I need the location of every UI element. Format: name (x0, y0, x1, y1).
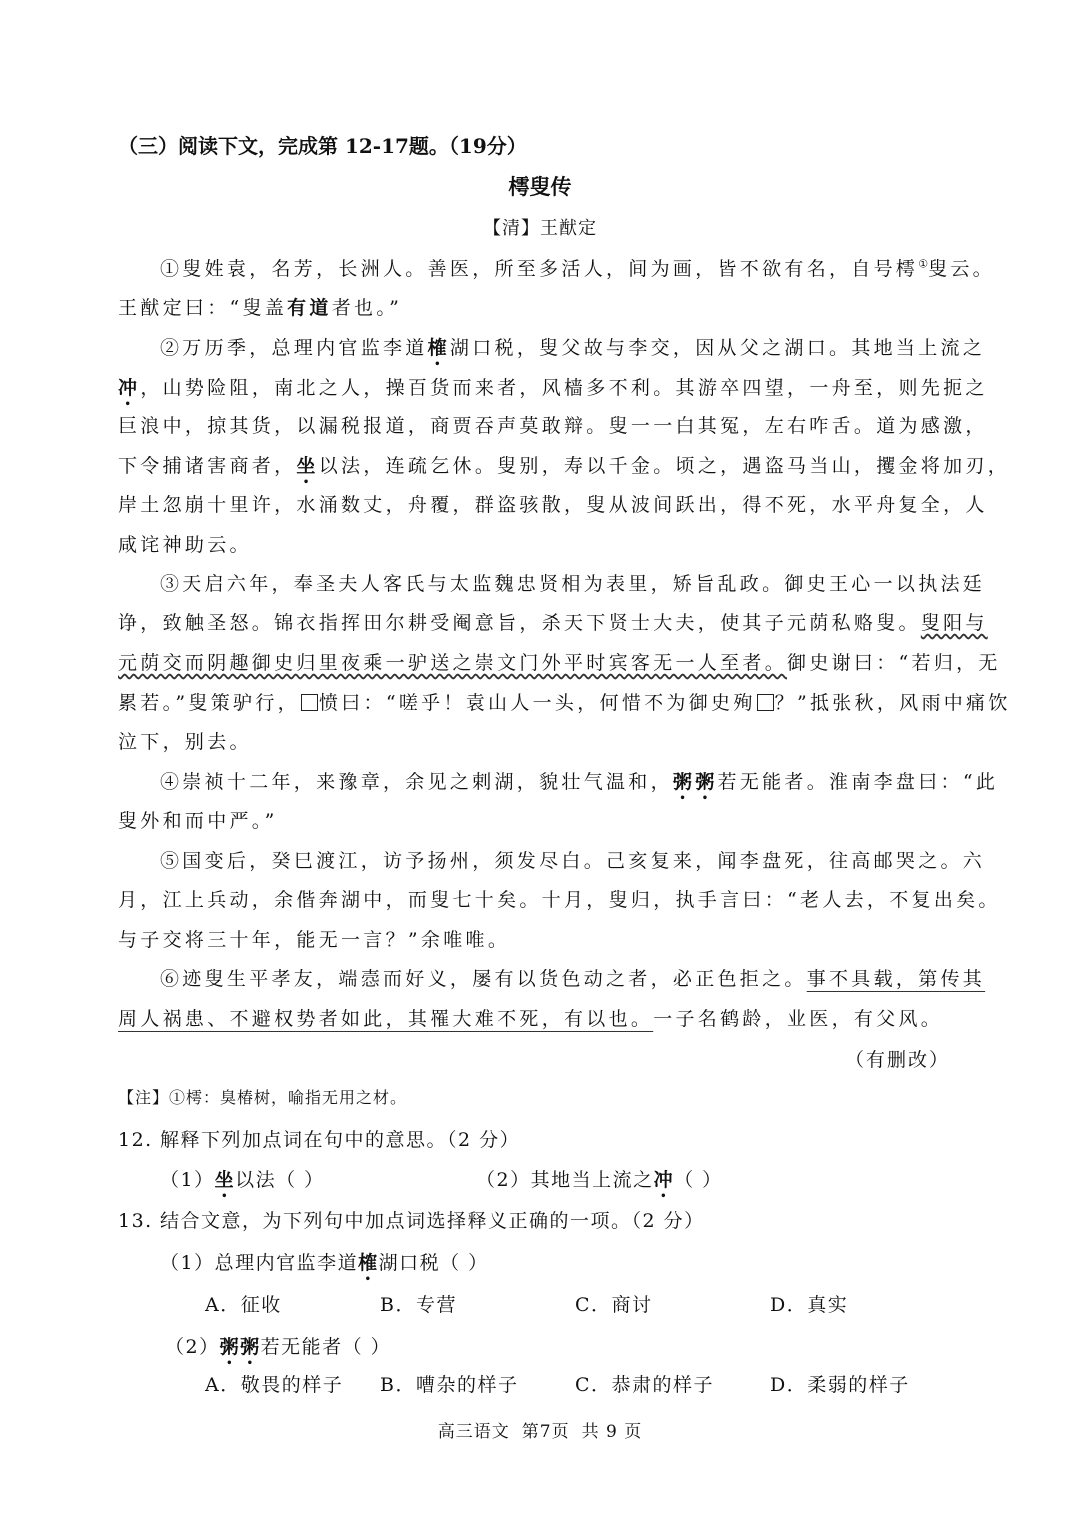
paragraph-1-line-1: ①叟姓袁，名芳，长洲人。善医，所至多活人，间为画，皆不欲有名，自号樗①叟云。 (160, 257, 995, 280)
option-a: A．征收 (205, 1294, 282, 1316)
paragraph-2-line-6: 咸诧神助云。 (118, 534, 252, 556)
question-12 (118, 1125, 520, 1152)
question-text: 解释下列加点词在句中的意思。（2 分） (160, 1129, 521, 1151)
document-title: 樗叟传 (508, 174, 572, 199)
question-number: 12. (118, 1129, 153, 1151)
dotted-word: 坐 (296, 455, 319, 477)
paragraph-6-line-1: ⑥迹叟生平孝友，端悫而好义，屡有以货色动之者，必正色拒之。事不具载，第传其 (160, 968, 986, 990)
question-12-item-2: （2）其地当上流之冲（ ） (476, 1169, 723, 1191)
question-number: 13. (118, 1210, 153, 1232)
question-13-item-1: （1）总理内官监李道榷湖口税（ ） (160, 1252, 489, 1274)
paragraph-4-line-1: ④崇祯十二年，来豫章，余见之剌湖，貌壮气温和，粥粥若无能者。淮南李盘曰：“此 (160, 771, 999, 793)
blank-box (301, 694, 318, 711)
underlined-text: 事不具载，第传其 (806, 968, 986, 990)
option-d: D．柔弱的样子 (770, 1374, 910, 1396)
paragraph-5-line-2: 月，江上兵动，余偕奔湖中，而叟七十矣。十月，叟归，执手言曰：“老人去，不复出矣。 (118, 889, 1001, 911)
dotted-word: 冲 (118, 377, 141, 399)
dotted-word: 榷 (427, 337, 450, 359)
dotted-word: 榷 (358, 1252, 379, 1274)
paragraph-2-line-1: ②万历季，总理内官监李道榷湖口税，叟父故与李交，因从父之湖口。其地当上流之 (160, 337, 986, 359)
paragraph-3-line-1: ③天启六年，奉圣夫人客氏与太监魏忠贤相为表里，矫旨乱政。御史王心一以执法廷 (160, 573, 986, 595)
paragraph-2-line-5: 岸土忽崩十里许，水涌数丈，舟覆，群盗骇散，叟从波间跃出，得不死，水平舟复全，人 (118, 494, 988, 516)
paragraph-1-line-2: 王猷定曰：“叟盖有道者也。” (118, 297, 403, 319)
option-a: A．敬畏的样子 (205, 1374, 344, 1396)
paragraph-2-line-4: 下令捕诸害商者，坐以法，连疏乞休。叟别，寿以千金。顷之，遇盗马当山，攫金将加刃， (118, 455, 1011, 477)
paragraph-5-line-1: ⑤国变后，癸巳渡江，访予扬州，须发尽白。己亥复来，闻李盘死，往高邮哭之。六 (160, 850, 986, 872)
paragraph-3-line-2: 诤，致触圣怒。锦衣指挥田尔耕受阉意旨，杀天下贤士大夫，使其子元荫私赂叟。叟阳与 (118, 612, 988, 634)
question-13-item-2: （2）粥粥若无能者（ ） (165, 1336, 392, 1358)
option-b: B．专营 (380, 1294, 457, 1316)
dotted-word: 冲 (653, 1169, 675, 1191)
page-footer (0, 1417, 1080, 1442)
source-note: （有删改） (844, 1049, 950, 1071)
question-text: 结合文意，为下列句中加点词选择释义正确的一项。（2 分） (160, 1210, 705, 1232)
option-d: D．真实 (770, 1294, 849, 1316)
dotted-word: 坐 (214, 1169, 236, 1191)
paragraph-6-line-2: 周人祸患、不避权势者如此，其罹大难不死，有以也。一子名鹤龄，业医，有父风。 (118, 1008, 944, 1030)
footer-subject: 高三语文 (437, 1422, 510, 1442)
footnote-marker: ① (918, 257, 929, 271)
dotted-word: 粥粥 (219, 1336, 261, 1358)
question-13 (118, 1206, 705, 1233)
section-title: （三）阅读下文，完成第 12-17题。（19分） (118, 134, 527, 158)
author-line: 【清】王猷定 (483, 218, 597, 239)
underlined-text: 周人祸患、不避权势者如此，其罹大难不死，有以也。 (118, 1008, 654, 1030)
question-12-item-1: （1）坐以法（ ） (160, 1169, 325, 1191)
footer-page-number: 第7页 (521, 1422, 570, 1442)
bold-term: 有道 (287, 297, 332, 319)
paragraph-2-line-3: 巨浪中，掠其货，以漏税报道，商贾吞声莫敢辩。叟一一白其冤，左右咋舌。道为感激， (118, 415, 988, 437)
option-c: C．恭肃的样子 (575, 1374, 715, 1396)
paragraph-3-line-3: 元荫交而阴趣御史归里夜乘一驴送之崇文门外平时宾客无一人至者。御史谢曰：“若归，无 (118, 652, 1001, 674)
blank-box (757, 694, 774, 711)
paragraph-5-line-3: 与子交将三十年，能无一言？”余唯唯。 (118, 929, 511, 951)
paragraph-4-line-2: 叟外和而中严。” (118, 810, 278, 832)
wavy-underlined-text: 叟阳与 (920, 612, 988, 634)
option-b: B．嘈杂的样子 (380, 1374, 519, 1396)
footnote: 【注】①樗：臭椿树，喻指无用之材。 (118, 1088, 408, 1107)
dotted-word: 粥粥 (672, 771, 718, 793)
footer-total-pages: 共 9 页 (581, 1422, 643, 1442)
option-c: C．商讨 (575, 1294, 653, 1316)
paragraph-3-line-5: 泣下，别去。 (118, 731, 252, 753)
wavy-underlined-text: 元荫交而阴趣御史归里夜乘一驴送之崇文门外平时宾客无一人至者。 (118, 652, 788, 674)
paragraph-3-line-4: 累若。”叟策驴行， 愤曰：“嗟乎！袁山人一头，何惜不为御史殉 ？”抵张秋，风雨中痛饮 (118, 692, 1011, 714)
paragraph-2-line-2: 冲，山势险阻，南北之人，操百货而来者，风樯多不利。其游卒四望，一舟至，则先扼之 (118, 377, 988, 399)
